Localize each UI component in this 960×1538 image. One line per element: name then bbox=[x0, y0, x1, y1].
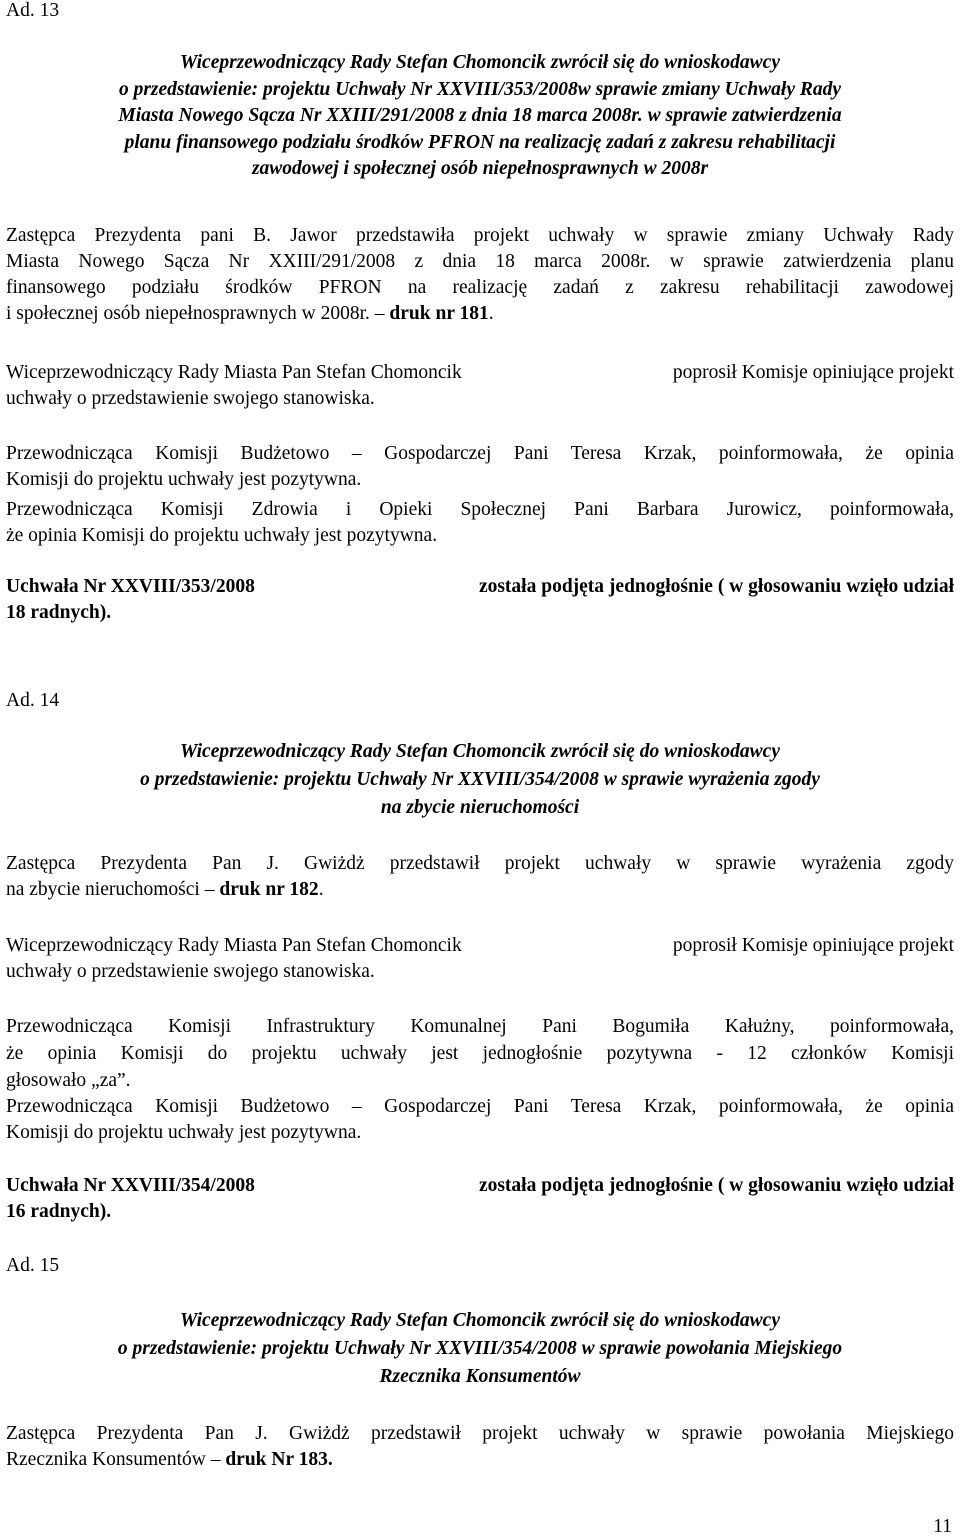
heading-line: zawodowej i społecznej osób niepełnosprawnych w 2008r bbox=[251, 158, 709, 179]
resolution-votes: 16 radnych). bbox=[6, 1201, 112, 1222]
page-number: 11 bbox=[933, 1516, 952, 1537]
text-fragment: poprosił Komisje opiniujące projekt bbox=[672, 362, 954, 383]
resolution-number: Uchwała Nr XXVIII/353/2008 bbox=[6, 576, 255, 597]
druk-reference: druk nr 181 bbox=[389, 303, 489, 324]
resolution-result: została podjęta jednogłośnie ( w głosowaniu wzięło udział bbox=[478, 1175, 954, 1196]
resolution-result: została podjęta jednogłośnie ( w głosowaniu wzięło udział bbox=[478, 576, 954, 597]
ad13-heading bbox=[6, 50, 954, 183]
ad14-label: Ad. 14 bbox=[6, 690, 60, 711]
text-line: Zastępca Prezydenta Pan J. Gwiżdż przedstawił projekt uchwały w sprawie powołania Miejskiego bbox=[6, 1423, 954, 1444]
ad13-resolution bbox=[6, 574, 954, 626]
text-line: finansowego podziału środków PFRON na realizację zadań z zakresu rehabilitacji zawodowej bbox=[6, 277, 954, 298]
text-line: na zbycie nieruchomości – druk nr 182. bbox=[6, 879, 324, 900]
text-line bbox=[6, 1173, 954, 1199]
text-line: uchwały o przedstawienie swojego stanowiska. bbox=[6, 961, 375, 982]
text-line: że opinia Komisji do projektu uchwały jest jednogłośnie pozytywna - 12 członków Komisji bbox=[6, 1043, 954, 1064]
text-line: Przewodnicząca Komisji Infrastruktury Komunalnej Pani Bogumiła Kałużny, poinformowała, bbox=[6, 1016, 954, 1037]
ad14-heading bbox=[6, 738, 954, 822]
druk-reference: druk Nr 183. bbox=[225, 1449, 333, 1470]
ad15-paragraph-1 bbox=[6, 1421, 954, 1473]
druk-reference: druk nr 182 bbox=[219, 879, 319, 900]
ad14-paragraph-2 bbox=[6, 933, 954, 985]
heading-line: o przedstawienie: projektu Uchwały Nr XXVIII/354/2008 w sprawie wyrażenia zgody bbox=[140, 769, 820, 790]
heading-line: Miasta Nowego Sącza Nr XXIII/291/2008 z dnia 18 marca 2008r. w sprawie zatwierdzenia bbox=[118, 105, 842, 126]
text-fragment: Rzecznika Konsumentów – bbox=[6, 1449, 226, 1470]
heading-line: o przedstawienie: projektu Uchwały Nr XXVIII/354/2008 w sprawie powołania Miejskiego bbox=[117, 1338, 843, 1359]
heading-line: o przedstawienie: projektu Uchwały Nr XXVIII/353/2008w sprawie zmiany Uchwały Rady bbox=[118, 78, 842, 100]
text-line: uchwały o przedstawienie swojego stanowiska. bbox=[6, 388, 375, 409]
ad13-paragraph-2 bbox=[6, 360, 954, 412]
text-line: że opinia Komisji do projektu uchwały jest pozytywna. bbox=[6, 525, 438, 546]
heading-line: Rzecznika Konsumentów bbox=[379, 1366, 581, 1387]
text-line: Przewodnicząca Komisji Budżetowo – Gospodarczej Pani Teresa Krzak, poinformowała, że opinia bbox=[6, 1096, 954, 1117]
text-fragment: na zbycie nieruchomości – bbox=[6, 879, 220, 900]
text-line: Miasta Nowego Sącza Nr XXIII/291/2008 z dnia 18 marca 2008r. w sprawie zatwierdzenia planu bbox=[6, 251, 954, 272]
resolution-number: Uchwała Nr XXVIII/354/2008 bbox=[6, 1175, 255, 1196]
ad15-heading bbox=[6, 1307, 954, 1391]
ad13-paragraph-1 bbox=[6, 223, 954, 327]
resolution-votes: 18 radnych). bbox=[6, 602, 112, 623]
text-line: Komisji do projektu uchwały jest pozytywna. bbox=[6, 1122, 362, 1143]
text-fragment: i społecznej osób niepełnosprawnych w 2008r. – bbox=[6, 303, 390, 324]
ad15-label: Ad. 15 bbox=[6, 1255, 60, 1276]
text-line: Komisji do projektu uchwały jest pozytywna. bbox=[6, 469, 362, 490]
heading-line: Wiceprzewodniczący Rady Stefan Chomoncik zwrócił się do wnioskodawcy bbox=[180, 52, 780, 73]
text-line bbox=[6, 360, 954, 386]
text-line: Zastępca Prezydenta pani B. Jawor przedstawiła projekt uchwały w sprawie zmiany Uchwały Rady bbox=[6, 225, 954, 246]
text-line: i społecznej osób niepełnosprawnych w 2008r. – druk nr 181. bbox=[6, 303, 494, 324]
text-line: Przewodnicząca Komisji Zdrowia i Opieki Społecznej Pani Barbara Jurowicz, poinformowała, bbox=[6, 499, 954, 520]
heading-line: planu finansowego podziału środków PFRON na realizację zadań z zakresu rehabilitacji bbox=[124, 131, 836, 153]
ad14-paragraph-1 bbox=[6, 851, 954, 903]
text-line bbox=[6, 574, 954, 600]
heading-line: Wiceprzewodniczący Rady Stefan Chomoncik zwrócił się do wnioskodawcy bbox=[180, 741, 780, 762]
text-line bbox=[6, 1447, 954, 1473]
ad13-label: Ad. 13 bbox=[6, 0, 60, 21]
text-line: głosowało „za”. bbox=[6, 1070, 131, 1091]
ad14-paragraph-4 bbox=[6, 1094, 954, 1146]
ad14-paragraph-3 bbox=[6, 1013, 954, 1094]
text-fragment: poprosił Komisje opiniujące projekt bbox=[672, 935, 954, 956]
text-line: Zastępca Prezydenta Pan J. Gwiżdż przedstawił projekt uchwały w sprawie wyrażenia zgody bbox=[6, 853, 954, 874]
ad13-paragraph-4 bbox=[6, 497, 954, 549]
ad14-resolution bbox=[6, 1173, 954, 1225]
ad13-paragraph-3 bbox=[6, 441, 954, 493]
text-fragment: Wiceprzewodniczący Rady Miasta Pan Stefan Chomoncik bbox=[6, 362, 462, 383]
text-line: Przewodnicząca Komisji Budżetowo – Gospodarczej Pani Teresa Krzak, poinformowała, że opinia bbox=[6, 443, 954, 464]
text-line bbox=[6, 933, 954, 959]
heading-line: na zbycie nieruchomości bbox=[380, 797, 580, 818]
heading-line: Wiceprzewodniczący Rady Stefan Chomoncik zwrócił się do wnioskodawcy bbox=[180, 1310, 780, 1331]
text-fragment: Wiceprzewodniczący Rady Miasta Pan Stefan Chomoncik bbox=[6, 935, 462, 956]
